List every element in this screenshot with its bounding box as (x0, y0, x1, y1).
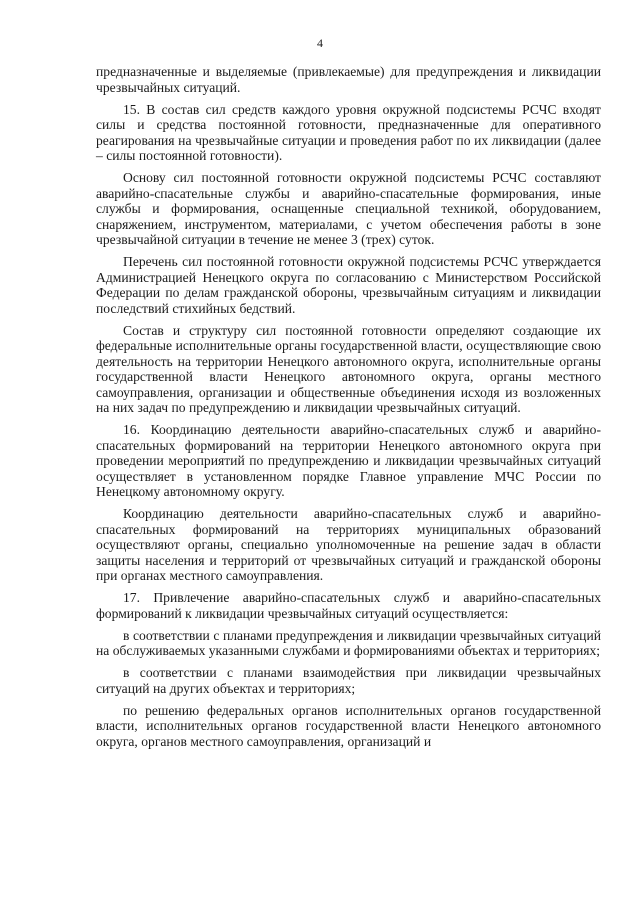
list-item-interaction-plans: в соответствии с планами взаимодействия при ликвидации чрезвычайных ситуаций на других объектах и территориях; (96, 665, 601, 696)
paragraph-forces-composition: Состав и структуру сил постоянной готовности определяют создающие их федеральные исполнительные органы государственной власти, осуществляющие свою деятельность на территории Ненецкого автономного округа, исполнительные органы государственной власти Ненецкого автономного округа, органы местного самоуправления, организации и общественные объединения исходя из возложенных на них задач по предупреждению и ликвидации чрезвычайных ситуаций. (96, 322, 601, 415)
document-body (96, 64, 601, 756)
paragraph-continuation: предназначенные и выделяемые (привлекаемые) для предупреждения и ликвидации чрезвычайных ситуаций. (96, 64, 601, 95)
paragraph-forces-list: Перечень сил постоянной готовности окружной подсистемы РСЧС утверждается Администрацией Ненецкого округа по согласованию с Министерством Российской Федерации по делам гражданской обороны, чрезвычайным ситуациям и ликвидации последствий стихийных бедствий. (96, 254, 601, 316)
paragraph-item-15: 15. В состав сил средств каждого уровня окружной подсистемы РСЧС входят силы и средства постоянной готовности, предназначенные для оперативного реагирования на чрезвычайные ситуации и проведения работ по их ликвидации (далее – силы постоянной готовности). (96, 101, 601, 163)
paragraph-item-17: 17. Привлечение аварийно-спасательных служб и аварийно-спасательных формирований к ликвидации чрезвычайных ситуаций осуществляется: (96, 590, 601, 621)
page-number: 4 (317, 36, 323, 50)
paragraph-forces-basis: Основу сил постоянной готовности окружной подсистемы РСЧС составляют аварийно-спасательные службы и аварийно-спасательные формирования, иные службы и формирования, оснащенные специальной техникой, оборудованием, снаряжением, инструментом, материалами, с учетом обеспечения работы в зоне чрезвычайной ситуации в течение не менее 3 (трех) суток. (96, 170, 601, 247)
list-item-prevention-plans: в соответствии с планами предупреждения и ликвидации чрезвычайных ситуаций на обслуживаемых указанными службами и формированиями объектах и территориях; (96, 627, 601, 658)
paragraph-municipal-coordination: Координацию деятельности аварийно-спасательных служб и аварийно-спасательных формирований на территориях муниципальных образований осуществляют органы, специально уполномоченные на решение задач в области защиты населения и территорий от чрезвычайных ситуаций и гражданской обороны при органах местного самоуправления. (96, 506, 601, 583)
paragraph-item-16: 16. Координацию деятельности аварийно-спасательных служб и аварийно-спасательных формирований на территории Ненецкого автономного округа при проведении мероприятий по предупреждению и ликвидации чрезвычайных ситуаций осуществляет в установленном порядке Главное управление МЧС России по Ненецкому автономному округу. (96, 422, 601, 499)
list-item-authority-decision: по решению федеральных органов исполнительных органов государственной власти, исполнительных органов государственной власти Ненецкого автономного округа, органов местного самоуправления, организаций и (96, 702, 601, 749)
